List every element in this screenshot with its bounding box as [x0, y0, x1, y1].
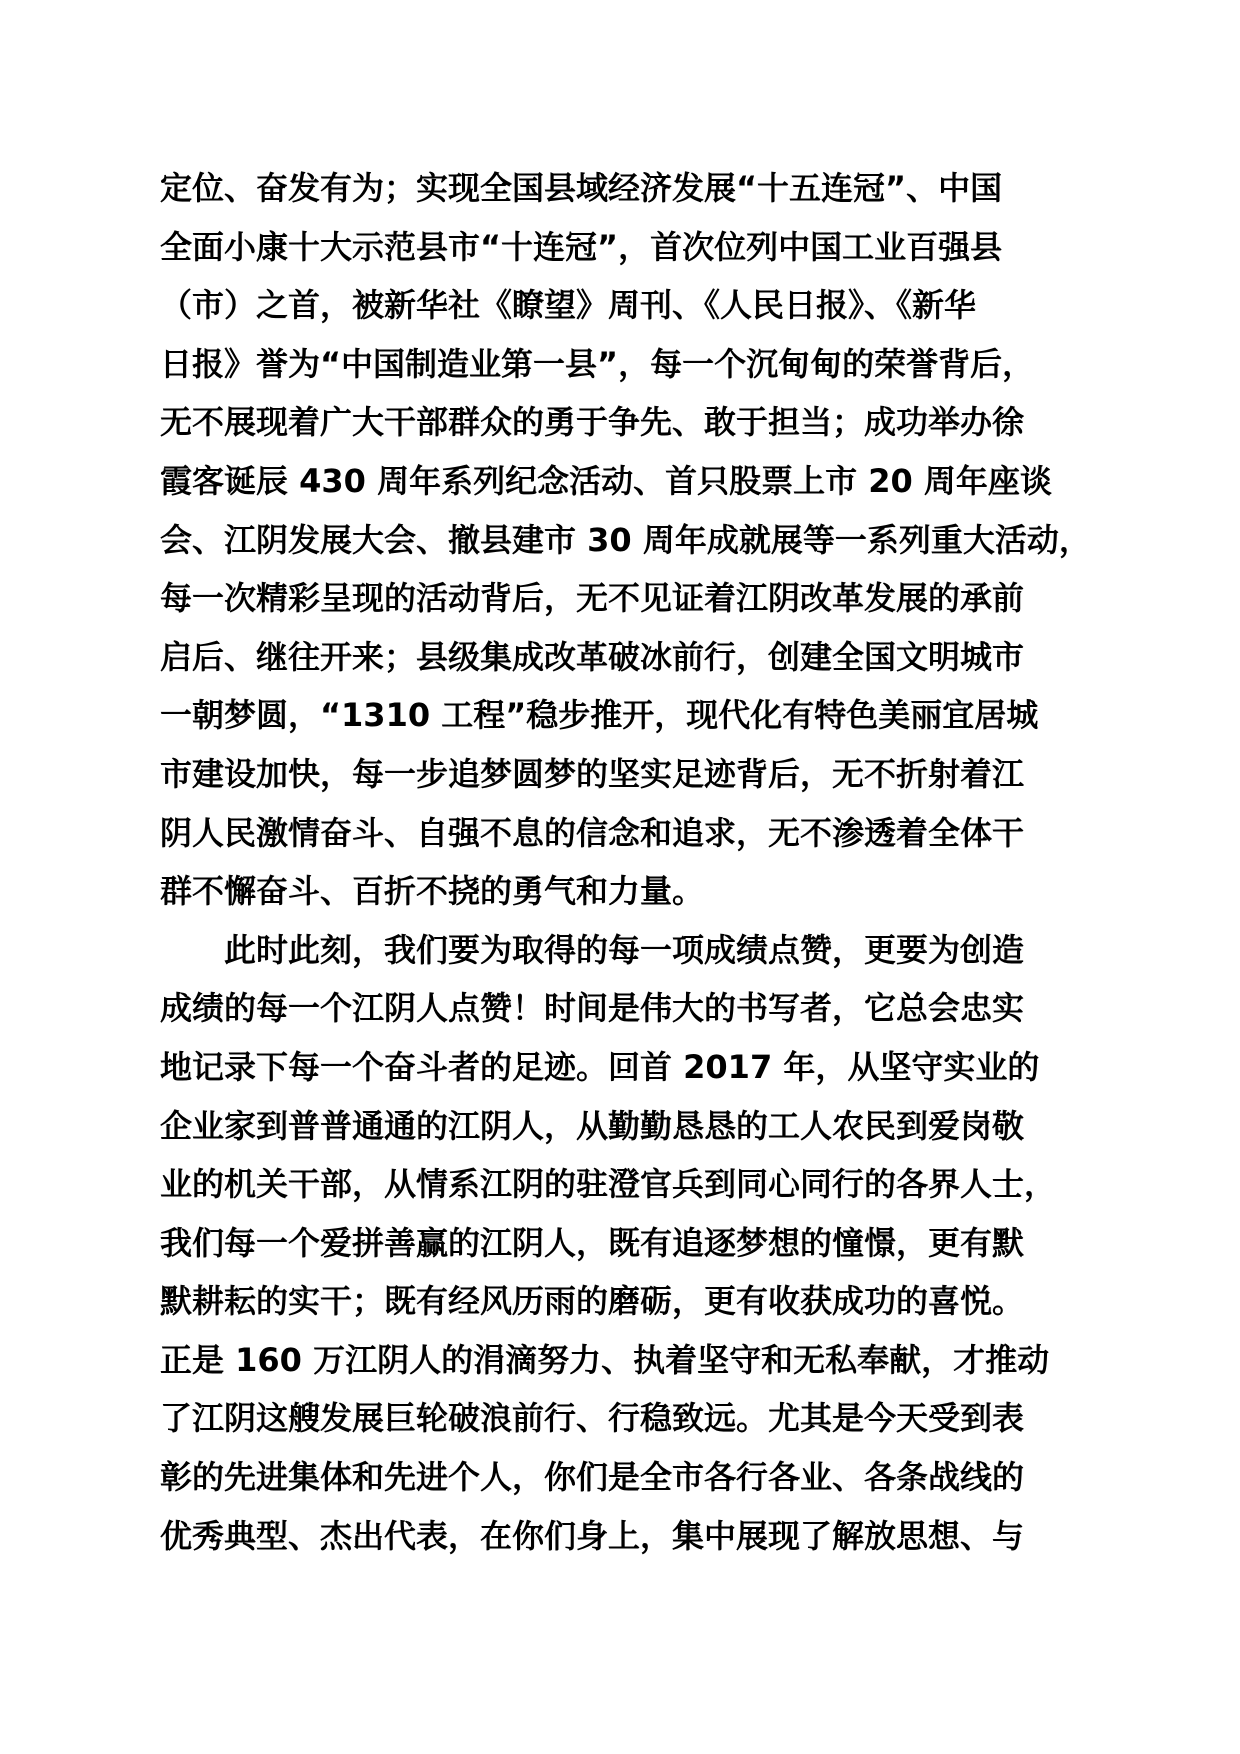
text-line: 群不懈奋斗、百折不挠的勇气和力量。: [160, 872, 705, 911]
text-line: （市）之首，被新华社《瞭望》周刊、《人民日报》、《新华: [160, 286, 977, 325]
text-line: 成绩的每一个江阴人点赞！时间是伟大的书写者，它总会忠实: [160, 989, 1025, 1028]
text-line: 全面小康十大示范县市“十连冠”，首次位列中国工业百强县: [160, 227, 1003, 266]
text-line: 定位、奋发有为；实现全国县域经济发展“十五连冠”、中国: [160, 169, 1003, 207]
text-line: 此时此刻，我们要为取得的每一项成绩点赞，更要为创造: [160, 930, 1025, 969]
text-line: 彰的先进集体和先进个人，你们是全市各行各业、各条战线的: [160, 1458, 1025, 1497]
text-line: 会、江阴发展大会、撤县建市 30 周年成就展等一系列重大活动，: [160, 520, 1091, 559]
text-line: 正是 160 万江阴人的涓滴努力、执着坚守和无私奉献，才推动: [160, 1340, 1050, 1379]
text-line: 我们每一个爱拼善赢的江阴人，既有追逐梦想的憧憬，更有默: [160, 1223, 1025, 1262]
text-line: 日报》誉为“中国制造业第一县”，每一个沉甸甸的荣誉背后，: [160, 344, 1035, 383]
text-line: 霞客诞辰 430 周年系列纪念活动、首只股票上市 20 周年座谈: [160, 461, 1052, 500]
text-line: 市建设加快，每一步追梦圆梦的坚实足迹背后，无不折射着江: [160, 754, 1025, 793]
text-line: 无不展现着广大干部群众的勇于争先、敢于担当；成功举办徐: [160, 403, 1025, 442]
text-line: 每一次精彩呈现的活动背后，无不见证着江阴改革发展的承前: [160, 579, 1025, 618]
text-line: 了江阴这艘发展巨轮破浪前行、行稳致远。尤其是今天受到表: [160, 1399, 1025, 1438]
text-line: 地记录下每一个奋斗者的足迹。回首 2017 年，从坚守实业的: [160, 1047, 1040, 1086]
text-line: 企业家到普普通通的江阴人，从勤勤恳恳的工人农民到爱岗敬: [160, 1106, 1025, 1145]
text-line: 一朝梦圆，“1310 工程”稳步推开，现代化有特色美丽宜居城: [160, 696, 1039, 735]
text-line: 阴人民激情奋斗、自强不息的信念和追求，无不渗透着全体干: [160, 813, 1025, 852]
text-line: 优秀典型、杰出代表，在你们身上，集中展现了解放思想、与: [160, 1516, 1025, 1555]
text-line: 默耕耘的实干；既有经风历雨的磨砺，更有收获成功的喜悦。: [160, 1282, 1025, 1321]
text-line: 启后、继往开来；县级集成改革破冰前行，创建全国文明城市: [160, 637, 1025, 676]
text-line: 业的机关干部，从情系江阴的驻澄官兵到同心同行的各界人士，: [160, 1165, 1057, 1204]
body-text: [160, 159, 1100, 1565]
